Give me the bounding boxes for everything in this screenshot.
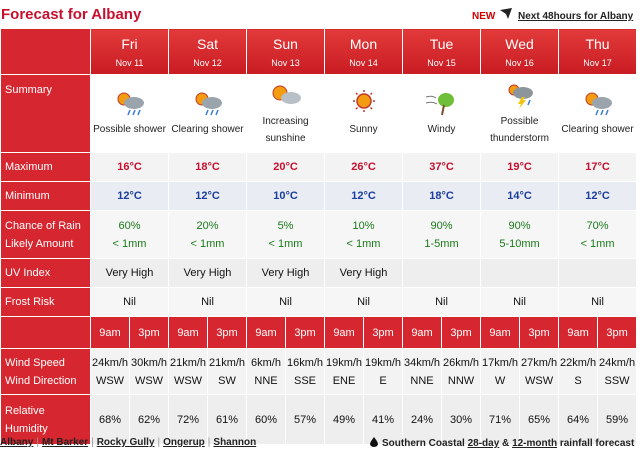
wind-cell [325,349,364,395]
time-label: 3pm [520,317,559,349]
min-temp: 12°C [91,182,169,211]
separator: | [207,437,211,448]
summary-cell [247,75,325,153]
rain-chance: 60% [118,219,141,232]
day-header [559,29,637,75]
time-label: 9am [169,317,208,349]
summary-text: Clearing shower [171,124,244,135]
frost-value: Nil [325,288,403,317]
frost-value: Nil [169,288,247,317]
day-date: Nov 13 [271,57,300,68]
wind-speed: 19km/h [325,356,363,369]
summary-cell [559,75,637,153]
windy-tree-icon [422,89,462,117]
time-label: 3pm [442,317,481,349]
summary-cell [91,75,169,153]
rainfall-28-day-link[interactable]: 28-day [467,438,500,449]
summary-cell [481,75,559,153]
wind-cell [598,349,637,395]
location-link-ongerup[interactable]: Ongerup [163,437,205,448]
rain-amount: < 1mm [268,237,303,250]
day-name: Tue [429,35,454,52]
separator: | [91,437,94,448]
rain-cell [247,211,325,259]
wind-direction: E [379,374,387,387]
wind-speed: 19km/h [364,356,402,369]
wind-cell [364,349,403,395]
time-label: 9am [247,317,286,349]
wind-speed: 26km/h [442,356,480,369]
day-name: Sat [197,35,219,52]
wind-speed: 27km/h [520,356,558,369]
next-48hours-link[interactable]: Next 48hours for Albany [518,11,634,22]
wind-speed: 34km/h [403,356,441,369]
rain-cell [559,211,637,259]
humidity-value: 60% [247,395,286,445]
day-name: Fri [121,35,138,52]
summary-cell [403,75,481,153]
uv-row [1,259,637,288]
wind-cell [442,349,481,395]
summary-text: Sunny [349,124,378,135]
min-temp: 14°C [481,182,559,211]
separator: | [36,437,39,448]
rainfall-forecast-links [370,437,634,449]
humidity-value: 72% [169,395,208,445]
max-temp: 20°C [247,153,325,182]
rain-chance: 70% [586,219,609,232]
day-header [169,29,247,75]
uv-value [481,259,559,288]
wind-direction: SSE [294,374,317,387]
max-temp: 26°C [325,153,403,182]
rain-cell [91,211,169,259]
wind-direction: NNW [447,374,475,387]
wind-speed: 24km/h [91,356,129,369]
day-header-row [1,29,637,75]
day-header [247,29,325,75]
wind-direction: SSW [604,374,630,387]
summary-text: Possible [500,115,539,127]
wind-direction: ENE [332,374,356,387]
time-label: 3pm [364,317,403,349]
summary-cell [169,75,247,153]
day-header [481,29,559,75]
max-temp: 18°C [169,153,247,182]
wind-speed: 22km/h [559,356,597,369]
time-label: 9am [481,317,520,349]
summary-text: Clearing shower [561,124,634,135]
title-bar [0,0,642,28]
uv-value: Very High [91,259,169,288]
time-label: 9am [91,317,130,349]
wind-cell [130,349,169,395]
humidity-value: 65% [520,395,559,445]
rain-cell [325,211,403,259]
uv-value [559,259,637,288]
day-name: Wed [505,35,534,52]
location-link-shannon[interactable]: Shannon [213,437,257,448]
summary-text-2: thunderstorm [490,132,549,144]
maximum-row [1,153,637,182]
frost-label: Frost Risk [1,288,91,317]
sun-cloud-icon [266,81,306,109]
humidity-value: 71% [481,395,520,445]
rain-label: Chance of Rain Likely Amount [1,211,91,259]
wind-cell [520,349,559,395]
time-label: 3pm [208,317,247,349]
frost-value: Nil [559,288,637,317]
wind-cell [247,349,286,395]
minimum-row [1,182,637,211]
time-label: 3pm [286,317,325,349]
region-name: Southern Coastal [382,438,465,449]
wind-label: Wind Speed Wind Direction [1,349,91,395]
min-temp: 18°C [403,182,481,211]
frost-value: Nil [247,288,325,317]
rain-amount: < 1mm [346,237,381,250]
wind-cell [286,349,325,395]
frost-value: Nil [403,288,481,317]
humidity-value: 61% [208,395,247,445]
day-date: Nov 15 [427,57,456,68]
rain-amount: < 1mm [190,237,225,250]
frost-row [1,288,637,317]
wind-direction: WSW [134,374,164,387]
wind-cell [208,349,247,395]
max-temp: 19°C [481,153,559,182]
wind-cell [91,349,130,395]
time-row [1,317,637,349]
max-temp: 16°C [91,153,169,182]
rain-cell [169,211,247,259]
rain-chance: 5% [277,219,294,232]
rain-cell [403,211,481,259]
rain-amount: 5-10mm [499,237,540,250]
rain-chance: 90% [508,219,531,232]
minimum-label: Minimum [1,182,91,211]
humidity-value: 64% [559,395,598,445]
wind-direction: WSW [524,374,554,387]
uv-value: Very High [247,259,325,288]
max-temp: 37°C [403,153,481,182]
summary-text: Windy [427,124,456,135]
day-date: Nov 14 [349,57,378,68]
min-temp: 12°C [325,182,403,211]
time-label: 3pm [130,317,169,349]
frost-value: Nil [91,288,169,317]
min-temp: 12°C [169,182,247,211]
ampersand: & [502,438,510,449]
humidity-value: 30% [442,395,481,445]
summary-label: Summary [1,75,91,153]
wind-speed: 17km/h [481,356,519,369]
summary-text-2: sunshine [265,132,306,144]
wind-row [1,349,637,395]
wind-direction: WSW [173,374,203,387]
sun-cloud-rain-icon [188,89,228,117]
sun-cloud-rain-icon [110,89,150,117]
wind-speed: 6km/h [251,356,281,369]
arrow-pointer-icon [500,8,514,20]
new-badge: NEW [472,11,496,22]
humidity-value: 57% [286,395,325,445]
wind-direction: NNE [254,374,278,387]
rainfall-suffix: rainfall forecast [559,438,635,449]
summary-row [1,75,637,153]
wind-cell [559,349,598,395]
summary-cell [325,75,403,153]
page-title: Forecast for Albany [1,6,142,23]
day-date: Nov 12 [193,57,222,68]
time-label: 9am [559,317,598,349]
wind-speed: 21km/h [208,356,246,369]
min-temp: 12°C [559,182,637,211]
day-name: Sun [273,35,298,52]
wind-cell [481,349,520,395]
maximum-label: Maximum [1,153,91,182]
humidity-value: 49% [325,395,364,445]
max-temp: 17°C [559,153,637,182]
rain-amount: < 1mm [112,237,147,250]
time-label: 9am [325,317,364,349]
day-name: Mon [349,35,378,52]
summary-text: Possible shower [93,124,166,135]
wind-speed: 21km/h [169,356,207,369]
separator: | [157,437,161,448]
humidity-value: 24% [403,395,442,445]
location-link-albany[interactable]: Albany [0,437,34,448]
location-link-mt-barker[interactable]: Mt Barker [41,437,89,448]
humidity-value: 59% [598,395,637,445]
forecast-table [0,28,637,445]
wind-direction: NNE [410,374,434,387]
wind-direction: W [494,374,506,387]
wind-direction: SW [218,374,236,387]
sun-cloud-rain-icon [578,89,618,117]
raindrop-icon [370,437,378,447]
location-link-rocky-gully[interactable]: Rocky Gully [96,437,155,448]
day-date: Nov 17 [583,57,612,68]
humidity-label: Relative Humidity [1,395,91,445]
time-label: 3pm [598,317,637,349]
wind-speed: 16km/h [286,356,324,369]
rain-chance: 90% [430,219,453,232]
time-label: 9am [403,317,442,349]
wind-speed: 30km/h [130,356,168,369]
wind-speed: 24km/h [598,356,636,369]
uv-label: UV Index [1,259,91,288]
footer [0,437,642,454]
wind-cell [403,349,442,395]
day-name: Thu [585,35,610,52]
wind-direction: WSW [95,374,125,387]
rain-amount: 1-5mm [424,237,459,250]
summary-text: Increasing [262,115,309,127]
day-header [403,29,481,75]
rain-cell [481,211,559,259]
day-date: Nov 11 [115,57,144,68]
uv-value [403,259,481,288]
wind-cell [169,349,208,395]
thunderstorm-icon [500,81,540,109]
day-header [91,29,169,75]
day-header [325,29,403,75]
min-temp: 10°C [247,182,325,211]
uv-value: Very High [169,259,247,288]
humidity-value: 62% [130,395,169,445]
sun-icon [344,89,384,117]
corner-cell [1,29,91,75]
rain-row [1,211,637,259]
wind-direction: S [574,374,582,387]
humidity-value: 68% [91,395,130,445]
rain-chance: 20% [196,219,219,232]
day-date: Nov 16 [505,57,534,68]
rain-amount: < 1mm [580,237,615,250]
uv-value: Very High [325,259,403,288]
rainfall-12-month-link[interactable]: 12-month [512,438,558,449]
rain-chance: 10% [352,219,375,232]
frost-value: Nil [481,288,559,317]
time-row-label [1,317,91,349]
humidity-value: 41% [364,395,403,445]
